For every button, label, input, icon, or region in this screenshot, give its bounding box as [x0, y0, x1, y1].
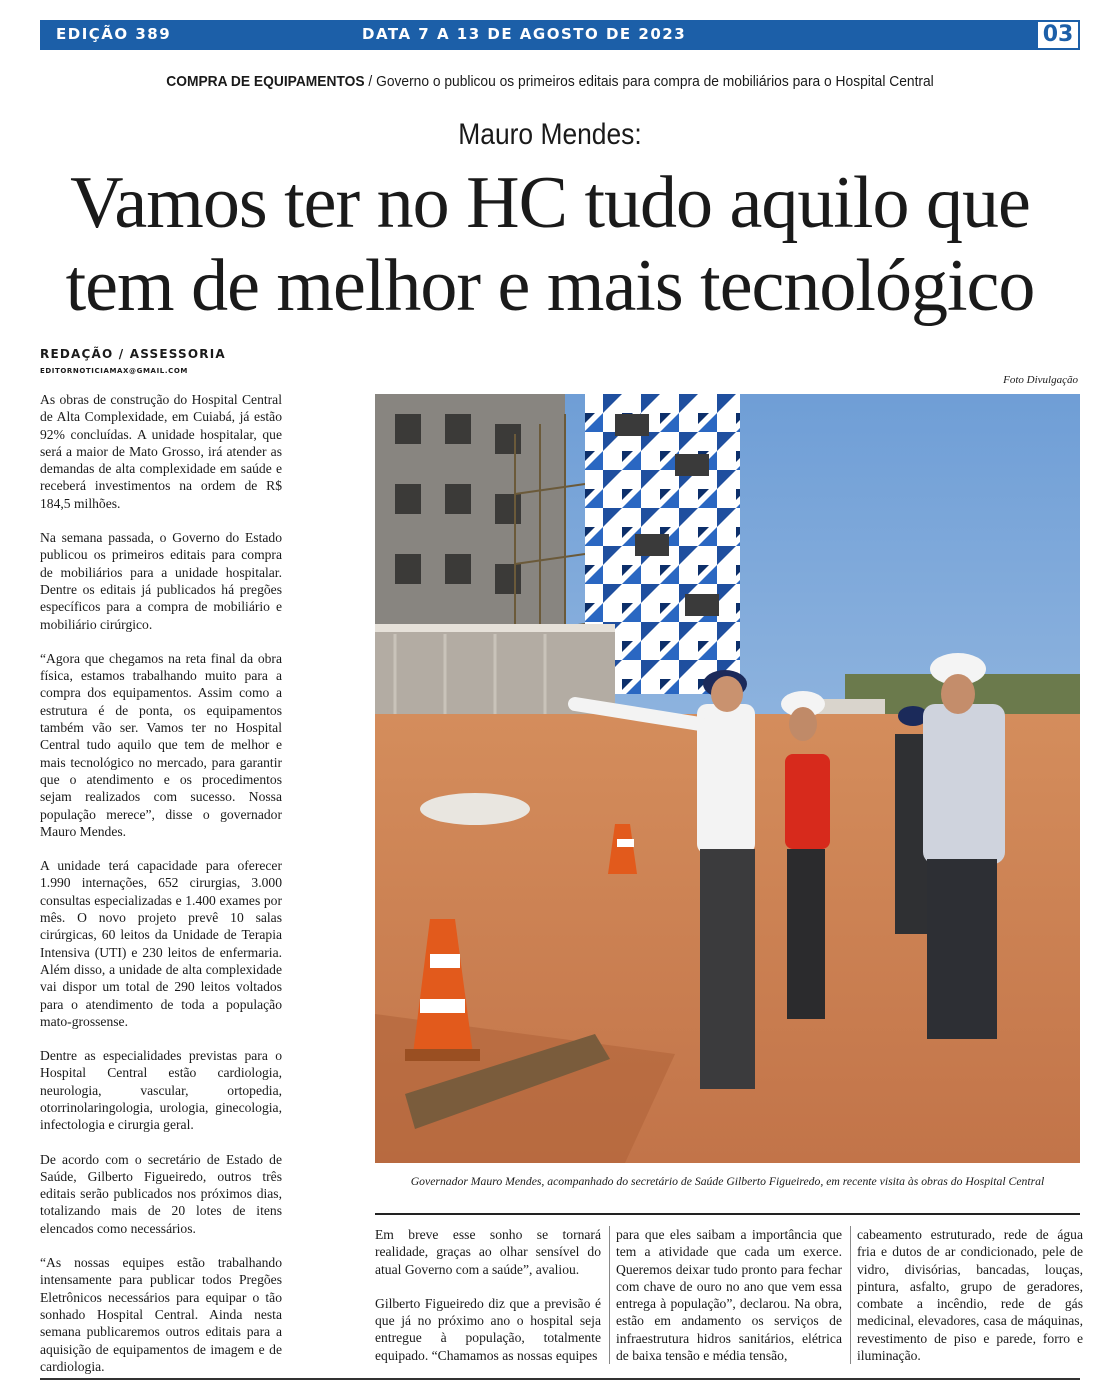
- section-kicker: [44, 73, 1056, 90]
- paragraph: A unidade terá capacidade para oferecer 1.990 internações, 652 cirurgias, 3.000 consultas especializadas e 1.400 exames por mês. O novo projeto prevê 10 salas cirúrgicas, 60 leitos da Unidade de Terapia Intensiva (UTI) e 230 leitos de enfermaria. Além disso, a unidade de alta complexidade vai dispor um total de 290 leitos voltados para o atendimento de toda a população mato-grossense.: [40, 858, 282, 1029]
- paragraph: cabeamento estruturado, rede de água fria e dutos de ar condicionado, pele de vidro, divisórias, bancadas, louças, pintura, asfalto, grupo de geradores, combate a incêndio, rede de gás medicinal, elevadores, casa de máquinas, revestimento de piso e parede, forro e iluminação.: [857, 1227, 1083, 1364]
- article-headline: [20, 162, 1080, 328]
- paragraph: “As nossas equipes estão trabalhando intensamente para publicar todos Pregões Eletrônicos necessários para equipar o tão sonhado Hospital Central. Ainda nesta semana publicaremos outros editais para a aquisição de equipamentos de imagem e de cardiologia.: [40, 1255, 282, 1374]
- paragraph: Em breve esse sonho se tornará realidade, graças ao olhar sensível do atual Governo com a saúde”, avaliou.: [375, 1227, 601, 1277]
- article-subtitle: Mauro Mendes:: [458, 118, 642, 151]
- headline-line-2: tem de melhor e mais tecnológico: [65, 245, 1035, 327]
- page-bottom-rule: [40, 1378, 1080, 1380]
- edition-number: EDIÇÃO 389: [56, 25, 172, 43]
- article-column-left: [40, 391, 282, 1392]
- edition-date: DATA 7 A 13 DE AGOSTO DE 2023: [362, 25, 687, 43]
- paragraph: De acordo com o secretário de Estado de Saúde, Gilberto Figueiredo, outros três editais serão publicados nos próximos dias, totalizando mais de 20 lotes de itens elencados como necessários.: [40, 1151, 282, 1236]
- paragraph: “Agora que chegamos na reta final da obra física, estamos trabalhando muito para a compra dos equipamentos. Assim como a estrutura é de ponta, os equipamentos também vão ser. Vamos ter no Hospital Central tudo aquilo que tem de melhor e mais tecnológico no mercado, para garantir que o atendimento e os procedimentos sejam realizados com sucesso. Nossa população merece”, disse o governador Mauro Mendes.: [40, 650, 282, 839]
- paragraph: para que eles saibam a importância que tem a atividade que cada um exerce. Queremos deixar tudo pronto para fechar com chave de ouro no ano que vem essa entrega à população”, declarou. Na obra, estão em andamento os serviços de infraestrutura hidros sanitários, elétrica de baixa tensão e média tensão,: [616, 1227, 842, 1364]
- photo-credit: Foto Divulgação: [1003, 374, 1078, 386]
- column-divider: [609, 1226, 610, 1364]
- photo-caption: Governador Mauro Mendes, acompanhado do secretário de Saúde Gilberto Figueiredo, em recente visita às obras do Hospital Central: [410, 1175, 1045, 1188]
- author-email: EDITORNOTICIAMAX@GMAIL.COM: [40, 367, 188, 375]
- edition-header-bar: [40, 20, 1080, 50]
- article-byline: REDAÇÃO / ASSESSORIA: [40, 347, 226, 361]
- kicker-text: / Governo o publicou os primeiros editais para compra de mobiliários para o Hospital Central: [364, 73, 934, 90]
- article-column-2: [375, 1226, 601, 1381]
- page-number: 03: [1036, 20, 1080, 50]
- caption-divider: [375, 1213, 1080, 1215]
- paragraph: Na semana passada, o Governo do Estado publicou os primeiros editais para compra de mobiliários para a unidade hospitalar. Dentre os editais já publicados há pregões específicos para a compra de mobiliário e mobiliário cirúrgico.: [40, 530, 282, 632]
- article-photo: [375, 394, 1080, 1163]
- column-divider: [850, 1226, 851, 1364]
- paragraph: As obras de construção do Hospital Central de Alta Complexidade, em Cuiabá, já estão 92% concluídas. A unidade hospitalar, que será a maior de Mato Grosso, irá atender as demandas de alta complexidade em saúde e receberá investimentos na ordem de R$ 184,5 milhões.: [40, 392, 282, 511]
- paragraph: Gilberto Figueiredo diz que a previsão é que já no próximo ano o hospital seja entregue à população, totalmente equipado. “Chamamos as nossas equipes: [375, 1295, 601, 1363]
- article-column-4: [857, 1226, 1083, 1381]
- article-column-3: [616, 1226, 842, 1381]
- paragraph: Dentre as especialidades previstas para o Hospital Central estão cardiologia, neurologia, vascular, ortopedia, otorrinolaringologia, urologia, ginecologia, infectologia e cirurgia geral.: [40, 1048, 282, 1133]
- headline-line-1: Vamos ter no HC tudo aquilo que: [70, 162, 1030, 244]
- kicker-section: COMPRA DE EQUIPAMENTOS: [166, 73, 365, 90]
